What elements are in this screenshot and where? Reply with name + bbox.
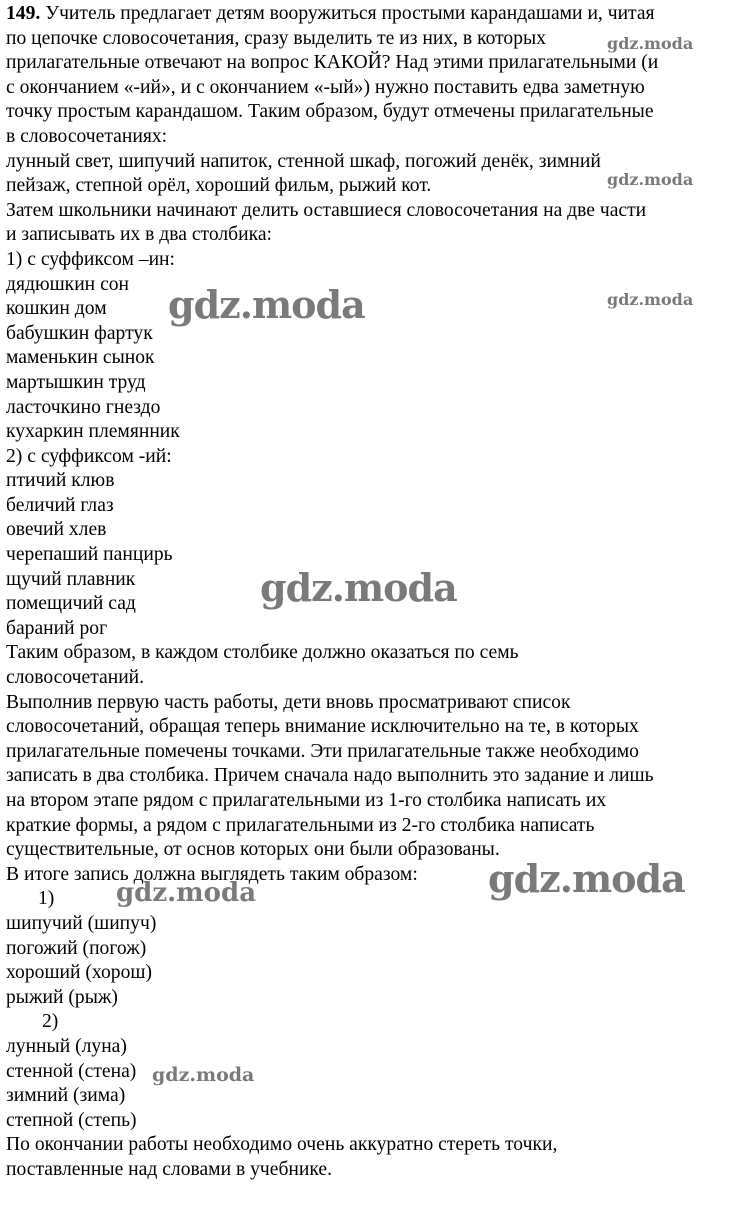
text-line: существительные, от основ которых они были образованы.	[6, 839, 500, 861]
list-item: помещичий сад	[6, 593, 136, 615]
list-item: мартышкин труд	[6, 371, 146, 393]
task-number: 149.	[6, 3, 41, 24]
text-line: по цепочке словосочетания, сразу выделить те из них, в которых	[6, 27, 546, 49]
text-line: краткие формы, а рядом с прилагательными из 2-го столбика написать	[6, 814, 595, 836]
text-line: лунный свет, шипучий напиток, стенной шкаф, погожий денёк, зимний	[6, 150, 601, 172]
text-line: Выполнив первую часть работы, дети вновь просматривают список	[6, 691, 571, 713]
list-heading: 1) с суффиксом –ин:	[6, 248, 175, 270]
text-line: пейзаж, степной орёл, хороший фильм, рыжий кот.	[6, 175, 432, 197]
list-item: рыжий (рыж)	[6, 986, 118, 1008]
list-item: погожий (погож)	[6, 937, 147, 959]
list-item: шипучий (шипуч)	[6, 912, 157, 934]
list-item: дядюшкин сон	[6, 273, 130, 295]
list-item: степной (степь)	[6, 1109, 137, 1131]
text-line: на втором этапе рядом с прилагательными из 1-го столбика написать их	[6, 790, 607, 811]
list-item: бабушкин фартук	[6, 322, 153, 344]
list-item: лунный (луна)	[6, 1035, 127, 1057]
list-item: стенной (стена)	[6, 1060, 137, 1082]
list-item: кошкин дом	[6, 298, 107, 320]
watermark: gdz.moda	[607, 170, 694, 189]
list-item: овечий хлев	[6, 519, 107, 541]
list-heading: 2)	[42, 1011, 59, 1033]
watermark: gdz.moda	[116, 878, 257, 908]
watermark: gdz.moda	[607, 290, 694, 309]
list-item: зимний (зима)	[6, 1085, 126, 1107]
text-line: прилагательные отвечают на вопрос КАКОЙ? Над этими прилагательными (и	[6, 52, 659, 74]
text-line: Затем школьники начинают делить оставшиеся словосочетания на две части	[6, 199, 647, 221]
watermark: gdz.moda	[152, 1064, 255, 1086]
text-line: в словосочетаниях:	[6, 125, 168, 147]
text-line: записать в два столбика. Причем сначала надо выполнить это задание и лишь	[6, 765, 654, 787]
list-item: птичий клюв	[6, 470, 115, 492]
text-line: В итоге запись должна выглядеть таким образом:	[6, 863, 418, 885]
list-item: ласточкино гнездо	[6, 396, 161, 418]
watermark: gdz.moda	[607, 34, 694, 53]
list-item: щучий плавник	[6, 568, 136, 590]
list-item: кухаркин племянник	[6, 421, 180, 443]
list-heading: 1)	[38, 888, 55, 910]
watermark: gdz.moda	[488, 856, 685, 901]
watermark: gdz.moda	[168, 282, 365, 327]
list-item: беличий глаз	[6, 494, 114, 516]
list-heading: 2) с суффиксом -ий:	[6, 445, 172, 467]
list-item: маменькин сынок	[6, 347, 155, 369]
list-item: хороший (хорош)	[6, 962, 152, 984]
text-line: поставленные над словами в учебнике.	[6, 1158, 333, 1180]
text-line: По окончании работы необходимо очень аккуратно стереть точки,	[6, 1134, 558, 1156]
text-line: Таким образом, в каждом столбике должно оказаться по семь	[6, 642, 519, 664]
text-line: точку простым карандашом. Таким образом, будут отмечены прилагательные	[6, 101, 654, 123]
text-line: с окончанием «-ий», и с окончанием «-ый») нужно поставить едва заметную	[6, 76, 645, 98]
text-line: словосочетаний.	[6, 667, 145, 689]
watermark: gdz.moda	[260, 565, 457, 610]
text-line: 149. Учитель предлагает детям вооружиться простыми карандашами и, читая	[6, 3, 655, 24]
list-item: черепаший панцирь	[6, 544, 173, 566]
list-item: бараний рог	[6, 617, 108, 639]
text-line: словосочетаний, обращая теперь внимание исключительно на те, в которых	[6, 716, 639, 738]
text-line: и записывать их в два столбика:	[6, 224, 272, 246]
text-line: прилагательные помечены точками. Эти прилагательные также необходимо	[6, 740, 639, 762]
